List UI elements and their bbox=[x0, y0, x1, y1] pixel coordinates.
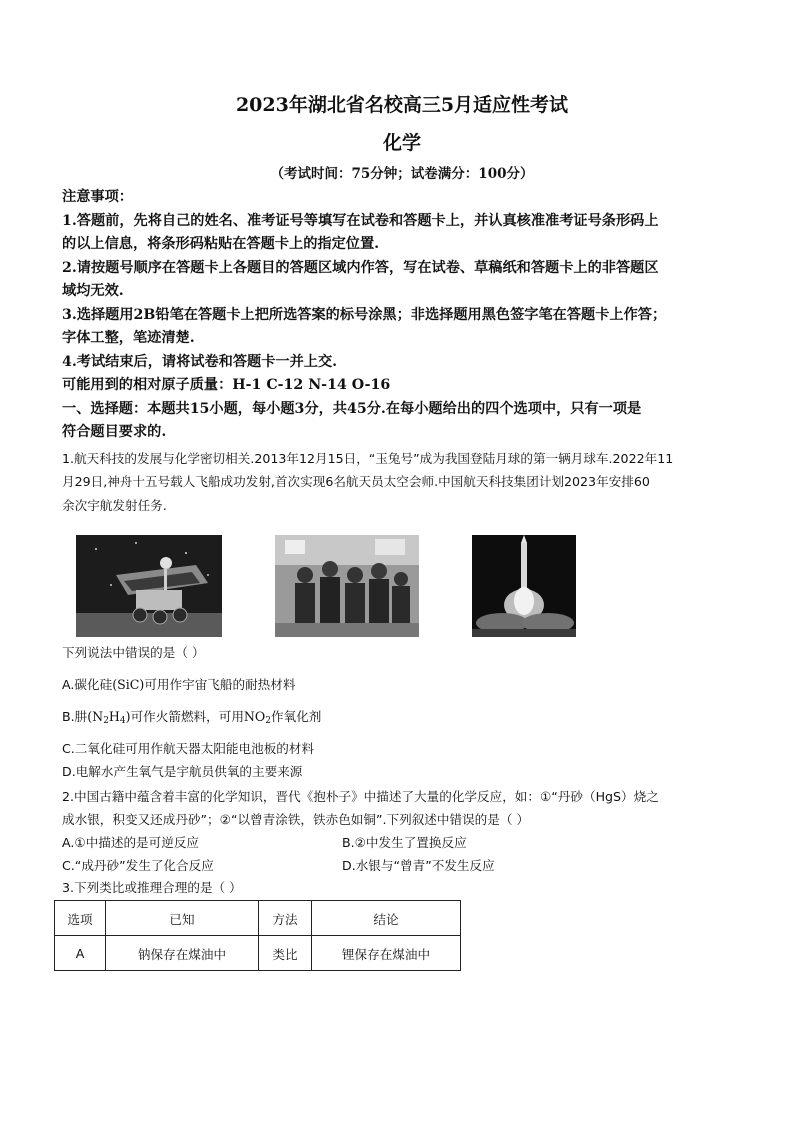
atomic-masses: 可能用到的相对原子质量：H-1 C-12 N-14 O-16 bbox=[62, 377, 391, 393]
notice-item: 3.选择题用2B铅笔在答题卡上把所选答案的标号涂黑；非选择题用黑色签字笔在答题卡上作答； bbox=[62, 306, 667, 323]
notice-heading: 注意事项： bbox=[62, 189, 133, 205]
notice-item: 2.请按题号顺序在答题卡上各题目的答题区域内作答，写在试卷、草稿纸和答题卡上的非答题区 bbox=[62, 259, 659, 276]
q2-stem-line: 成水银，积变又还成丹砂”；②“以曾青涂铁，铁赤色如铜”.下列叙述中错误的是（ ） bbox=[62, 812, 530, 827]
q1-option-c[interactable]: C.二氧化硅可用作航天器太阳能电池板的材料 bbox=[62, 741, 315, 756]
hydrazine-formula: $(N_2H_4)$ bbox=[87, 709, 131, 726]
table-header-cell: 已知 bbox=[106, 901, 259, 936]
exam-info: （考试时间：75分钟；试卷满分：100分） bbox=[270, 166, 534, 182]
q2-stem-line: 2.中国古籍中蕴含着丰富的化学知识，晋代《抱朴子》中描述了大量的化学反应，如：①“丹砂（HgS）烧之 bbox=[62, 789, 659, 804]
q1-option-b[interactable] bbox=[62, 707, 742, 731]
exam-page bbox=[62, 92, 742, 971]
table-cell: A bbox=[55, 936, 106, 971]
option-a-text-end: 可用作宇宙飞船的耐热材料 bbox=[144, 677, 296, 692]
q3-table bbox=[54, 900, 461, 971]
notice-item: 的以上信息，将条形码粘贴在答题卡上的指定位置. bbox=[62, 236, 380, 252]
q2-options-row-2 bbox=[62, 856, 742, 876]
notice-item: 域均无效. bbox=[62, 283, 124, 299]
table-cell: 类比 bbox=[259, 936, 312, 971]
q2-option-a[interactable]: A.①中描述的是可逆反应 bbox=[62, 835, 200, 850]
subject-title: 化学 bbox=[382, 132, 421, 154]
lunar-rover-photo bbox=[76, 535, 222, 637]
astronauts-photo bbox=[275, 535, 419, 637]
q2-options-row-1 bbox=[62, 833, 742, 853]
option-b-text-mid: 可作火箭燃料，可用 bbox=[130, 709, 244, 724]
option-b-text: B.肼 bbox=[62, 709, 88, 724]
question-2-stem bbox=[62, 785, 742, 831]
notice-item: 4.考试结束后，请将试卷和答题卡一并上交. bbox=[62, 353, 338, 370]
q2-option-c[interactable]: C.“成丹砂”发生了化合反应 bbox=[62, 858, 214, 873]
table-cell: 钠保存在煤油中 bbox=[106, 936, 259, 971]
table-row bbox=[55, 936, 461, 971]
q1-stem-line: 月29日,神舟十五号载人飞船成功发射,首次实现6名航天员太空会师.中国航天科技集团计划2023年安排60 bbox=[62, 474, 650, 489]
q1-stem-line: 1.航天科技的发展与化学密切相关.2013年12月15日，“玉兔号”成为我国登陆月球的第一辆月球车.2022年11 bbox=[62, 450, 674, 466]
q1-stem-line: 余次宇航发射任务. bbox=[62, 497, 167, 513]
notice-item: 字体工整，笔迹清楚. bbox=[62, 330, 195, 346]
section-heading-cont: 符合题目要求的. bbox=[62, 424, 167, 440]
table-header-cell: 结论 bbox=[312, 901, 461, 936]
exam-title: 2023年湖北省名校高三5月适应性考试 bbox=[235, 94, 569, 116]
option-a-text: A.碳化硅 bbox=[62, 677, 113, 692]
question-1-stem bbox=[62, 447, 742, 518]
table-header-cell: 选项 bbox=[55, 901, 106, 936]
table-header-row bbox=[55, 901, 461, 936]
no2-formula: $NO_2$ bbox=[243, 709, 271, 726]
q2-option-b[interactable]: B.②中发生了置换反应 bbox=[342, 835, 467, 850]
section-heading: 一、选择题：本题共15小题，每小题3分，共45分.在每小题给出的四个选项中，只有一项是 bbox=[62, 400, 642, 417]
q2-option-d[interactable]: D.水银与“曾青”不发生反应 bbox=[342, 858, 495, 873]
q1-prompt: 下列说法中错误的是（ ） bbox=[62, 645, 205, 660]
q1-option-d[interactable]: D.电解水产生氧气是宇航员供氧的主要来源 bbox=[62, 764, 303, 779]
option-b-text-end: 作氧化剂 bbox=[271, 709, 322, 724]
sic-formula: (SiC) bbox=[112, 677, 145, 692]
q1-option-a[interactable] bbox=[62, 675, 742, 695]
question-1-photos bbox=[62, 535, 742, 643]
table-cell: 锂保存在煤油中 bbox=[312, 936, 461, 971]
table-header-cell: 方法 bbox=[259, 901, 312, 936]
rocket-launch-photo bbox=[472, 535, 576, 637]
notice-item: 1.答题前，先将自己的姓名、准考证号等填写在试卷和答题卡上，并认真核准准考证号条形码上 bbox=[62, 212, 659, 229]
question-3-stem: 3.下列类比或推理合理的是（ ） bbox=[62, 880, 242, 895]
